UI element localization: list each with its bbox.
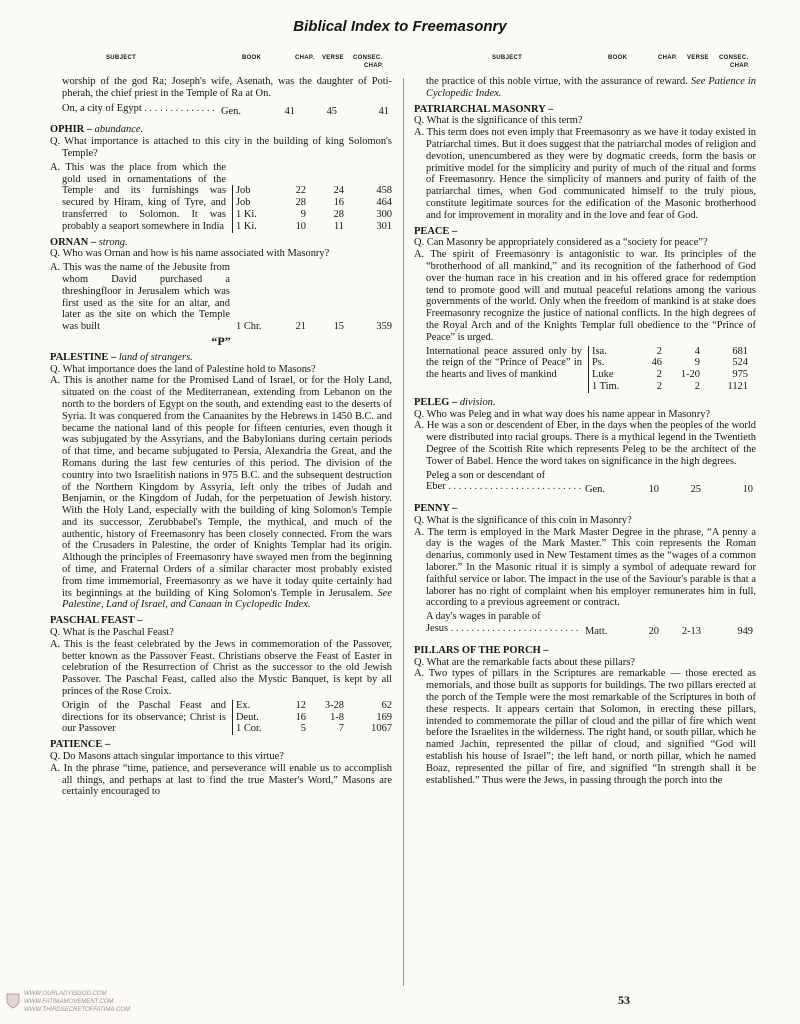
entry-heading-patriarchal: PATRIARCHAL MASONRY – [414, 103, 554, 115]
answer: A. This term does not even imply that Freemasonry as we have it today existed in Patriarchal times. But it does suggest that the patriarchal modes of religion and devotion, unencumbered as they were by dogmatic creeds, form the basis or primitive model for the simplicity and purity of much of the ritual and forms of Freemasonry. Hence the simplicity of manners and purity of faith of the patriarchal times, when God communicated himself to the truly pious, constitute legitimate sources for the edification of the Masonic brotherhood and for improvement in morality and in the love and fear of God. [414, 127, 756, 221]
column-header-left [50, 55, 392, 75]
left-column [50, 76, 392, 798]
entry-meaning: strong. [98, 236, 128, 248]
header-chap2: CHAP. [364, 63, 384, 69]
ref-row-peleg: Eber . . . Gen. 10 25 10 [414, 481, 756, 499]
ref-row: Deut. 16 1-8 169 [236, 711, 392, 723]
entry-heading-ornan: ORNAN – strong. [50, 236, 128, 248]
answer: A. The term is employed in the Mark Master Degree in the phrase, “A penny a day is the wages of the Mark Master.” This coin represents the Roman denarius, commonly used in New Testament times as the “wages of a common laborer.” In the Masonic ritual it is simply a symbol of adequate reward for faithful service or labor. The impact in the use of the Saviour's parable is that a laborer has no right of complaint when his employer remunerates him in full, according to a previous agreement or contract. [414, 526, 756, 609]
question: Q. What is the significance of this coin in Masonry? [414, 514, 632, 526]
watermark-line: WWW.THIRDSECRETOFFATIMA.COM [24, 1007, 131, 1013]
header-consec: CONSEC. [353, 55, 383, 61]
continuation-text: the practice of this noble virtue, with the assurance of reward. [426, 76, 688, 87]
ref-block [414, 346, 756, 393]
entry-heading-ophir: OPHIR – abundance. [50, 124, 144, 136]
ref-text: Eber . . . [426, 481, 582, 499]
see-also: See Patience in Cyclopedic Index. [426, 76, 756, 99]
page-number: 53 [618, 993, 630, 1007]
entry-meaning: land of strangers. [118, 351, 193, 363]
question: Q. Who was Ornan and how is his name associated with Masonry? [50, 248, 330, 260]
ref-block [50, 700, 392, 735]
entry-heading-palestine: PALESTINE – land of strangers. [50, 351, 193, 363]
entry-name: PILLARS OF THE PORCH [414, 644, 541, 656]
answer: A. The spirit of Freemasonry is antagonistic to war. Its principles of the “brotherhood of all mankind,” and its recognition of the fatherhood of God over the human race in his creation and in his offered grace for redemption tend to promote good will and mutual peaceful relations among the various governments of the world. Only when the freedom of mankind is at stake does Freemasonry recognize the justice of national conflicts. In the high degrees of the Royal Arch and of the Knights Templar full obedience to the “Prince of Peace” is urged. [414, 249, 756, 343]
header-subject: SUBJECT [106, 55, 137, 61]
watermark-line: WWW.OURLADYISGOD.COM [24, 991, 107, 997]
ref-text-line: Peleg a son or descendant of [426, 469, 546, 481]
question: Q. Who was Peleg and in what way does his name appear in Masonry? [414, 408, 711, 420]
patience-continuation [414, 76, 756, 100]
ref-text: Origin of the Paschal Feast and directions for its observance; Christ is our Passover [62, 699, 226, 735]
question: Q. Can Masonry be appropriately considered as a “society for peace”? [414, 237, 708, 249]
header-chap: CHAP. [295, 55, 315, 61]
header-verse: VERSE [687, 55, 709, 61]
see-also: See Palestine, Land of Israel, and Canaan in Cyclopedic Index. [62, 587, 392, 611]
header-book: BOOK [608, 55, 628, 61]
ref-row: Job 22 24 458 [236, 185, 392, 197]
question: Q. What importance does the land of Palestine hold to Masons? [50, 363, 316, 375]
answer-text: A. This is another name for the Promised Land of Israel, or for the Holy Land, situated on the coast of the Mediterranean, extending from Lebanon on the north to the borders of Egypt on the south, and extending east to the deserts of Syria. It was conquered from the Canaanites by the Hebrews in 1450 B.C. and became the national land of this people for fifteen centuries, even though it was subjugated by the Assyrians, and the Babylonians during certain periods of that time, and became subjugated to Persia, Alexandria the Great, and the Romans during the last few centuries of this period. The division of the country into two Israelitish nations in 975 B.C. and the subsequent destruction of the Northern Kingdom by Assyria, left only the tribes of Judah and Benjamin, or the Kingdom of Judah, for the perpetuation of Jewish history. With the Holy Land, especially with the building of king Solomon's Temple and its successor, Zerubbabel's Temple, the mythical, and much of the authentic, history of Freemasonry has been closely connected. From the wars of the Crusaders in Palestine, the order of Knights Templar had its origin. Although the principles of Freemasonry have swayed men from the beginning of time, and Fraternal Orders of a similar character most probably existed from time immemorial, Freemasonry as we have it today quite certainly had its beginnings at the building of King Solomon's Temple in Jerusalem. [50, 375, 392, 599]
entry-name: PALESTINE [50, 351, 109, 363]
ref-verse: 45 [326, 105, 337, 117]
header-chap2: CHAP. [730, 63, 750, 69]
header-chap: CHAP. [658, 55, 678, 61]
ra-continuation: worship of the god Ra; Joseph's wife, Asenath, was the daughter of Poti-pherah, the chief priest in the Temple of Ra at On. [62, 76, 392, 99]
ref-row: Isa. 2 4 681 [592, 345, 748, 357]
answer: A. In the phrase “time, patience, and perseverance will enable us to accomplish all things, and perhaps at last to find the true Master's Word,” Masons are certainly encouraged to [50, 762, 392, 798]
entry-name: PEACE [414, 225, 450, 237]
page-title: Biblical Index to Freemasonry [293, 18, 507, 35]
header-consec: CONSEC. [719, 55, 749, 61]
entry-heading-peace: PEACE – [414, 225, 458, 237]
question: Q. What is the significance of this term? [414, 115, 583, 127]
answer [50, 375, 392, 611]
entry-heading-patience: PATIENCE – [50, 739, 111, 751]
answer-with-refs [50, 262, 392, 333]
entry-name: ORNAN [50, 236, 89, 248]
ref-row: Job 28 16 464 [236, 197, 392, 209]
entry-name: PASCHAL FEAST [50, 615, 135, 627]
watermark [24, 990, 130, 1014]
answer-with-refs [50, 162, 392, 233]
header-verse: VERSE [322, 55, 344, 61]
entry-meaning: division. [459, 396, 496, 408]
answer: A. This was the place from which the gold used in ornamentations of the Temple and its furnishings was secured by Hiram, king of Tyre, and transferred to Solomon. It was probably a seaport somewhere in India [50, 161, 226, 232]
ref-row: 1 Cor. 5 7 1067 [236, 723, 392, 735]
column-divider [403, 78, 404, 986]
question: Q. What are the remarkable facts about these pillars? [414, 656, 635, 668]
right-column [414, 76, 756, 786]
ref-text-line: A day's wages in parable of [426, 611, 541, 623]
ref-row: 1 Ki. 10 11 301 [236, 220, 392, 232]
entry-name: OPHIR [50, 124, 85, 136]
ref-book: Gen. [221, 105, 241, 117]
entry-name: PATRIARCHAL MASONRY [414, 103, 546, 115]
ref-row-penny: Jesus . . . Matt. 20 2-13 949 [414, 623, 756, 641]
column-header-right [414, 55, 756, 75]
ref-chap: 41 [284, 105, 295, 117]
ref-row-on [50, 103, 392, 121]
entry-heading-paschal: PASCHAL FEAST – [50, 615, 143, 627]
answer: A. This was the name of the Jebusite from whom David purchased a threshingfloor in Jerusalem which was first used as the site for an altar, and later as the site on which the Temple was built [50, 262, 230, 333]
answer: A. He was a son or descendent of Eber, in the days when the peoples of the world were distributed into racial groups. There is a mythical legend in the Twentieth Degree of the Scottish Rite which represents Peleg to be the architect of the Tower of Babel. Hence the word takes on significance in the high degrees. [414, 420, 756, 467]
question: Q. Do Masons attach singular importance to this virtue? [50, 751, 284, 763]
entry-meaning: abundance. [94, 124, 144, 136]
entry-heading-pillars: PILLARS OF THE PORCH – [414, 644, 549, 656]
shield-icon [6, 993, 20, 1009]
section-letter: “P” [211, 333, 231, 348]
entry-name: PATIENCE [50, 739, 103, 751]
ref-text: Jesus . . . [426, 623, 582, 641]
ref-consec: 41 [378, 105, 389, 117]
entry-name: PENNY [414, 503, 450, 515]
header-book: BOOK [242, 55, 262, 61]
ref-text: On, a city of Egypt . . . [62, 103, 218, 121]
entry-name: PELEG [414, 396, 450, 408]
entry-heading-penny: PENNY – [414, 503, 458, 515]
ref-row: Ex. 12 3-28 62 [236, 699, 392, 711]
ref-text: International peace assured only by the reign of the “Prince of Peace” in the hearts and lives of mankind [426, 345, 582, 381]
answer: A. Two types of pillars in the Scriptures are remarkable — those erected as memorials, and those built as supports for buildings. The two pillars erected at the porch of the Temple were the most remarkable of the Scriptures in both of these respects. It appears certain that Solomon, in erecting these pillars, intended to commemorate the pillar of cloud and the pillar of fire which went before the Israelites in the wilderness. The right hand, or south pillar, which he named Jachin, represented the pillar of cloud, and signified “God will establish his house of Israel”; the left hand, or north pillar, which he named Boaz, represented the pillar of fire, and signified “In strength shall it be established.” Thus were the Jews, in passing through the porch into the [414, 668, 756, 786]
ref-row: 1 Tim. 2 2 1121 [592, 380, 748, 392]
question: Q. What importance is attached to this city in the building of king Solomon's Temple? [50, 136, 392, 159]
answer: A. This is the feast celebrated by the Jews in commemoration of the Passover, better known as the Passover Feast. Christians observe the Feast of Easter in celebration of the Resurrection of Christ as the successor to the old Jewish Passover. The Paschal Feast, called also the Mystic Banquet, is kept by all princes of the Rose Croix. [50, 638, 392, 698]
ref-row: 1 Ki. 9 28 300 [236, 208, 392, 220]
header-subject: SUBJECT [492, 55, 523, 61]
ref-row: Luke 2 1-20 975 [592, 369, 748, 381]
watermark-line: WWW.FATIMAMOVEMENT.COM [24, 999, 114, 1005]
question: Q. What is the Paschal Feast? [50, 627, 174, 639]
ref-row: 1 Chr. 21 15 359 [236, 321, 392, 333]
entry-heading-peleg: PELEG – division. [414, 396, 496, 408]
ref-row: Ps. 46 9 524 [592, 357, 748, 369]
